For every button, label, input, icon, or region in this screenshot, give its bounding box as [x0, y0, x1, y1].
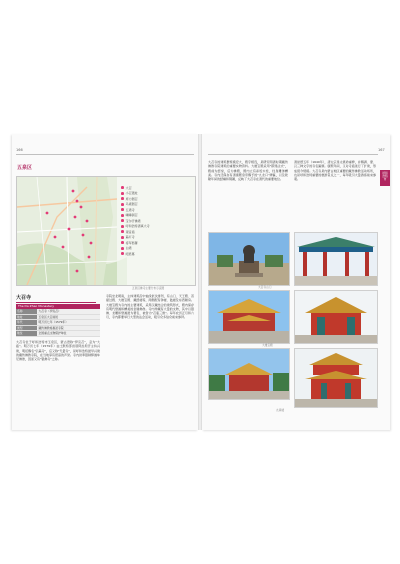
info-row: 类型 藏传佛教格鲁派寺院: [16, 326, 100, 332]
map-legend: [121, 185, 150, 257]
info-header: The Da Zhao Monastery: [16, 304, 100, 309]
map-caption: 五泉区佛寺主要分布示意图: [132, 286, 165, 290]
legend-item: 将军衙署: [121, 240, 150, 246]
header-rule: [208, 154, 378, 155]
marker-icon: [121, 247, 124, 250]
pavilion-photo-graphic: [295, 291, 377, 343]
legend-item: 观音庙: [121, 229, 150, 235]
page-title: 五泉区: [17, 165, 33, 171]
legend-item: 乌素图召: [121, 202, 150, 208]
photo-tower: [294, 348, 378, 408]
legend-item: 白塔: [121, 246, 150, 252]
info-row: 地址 玉泉区大召前街: [16, 315, 100, 321]
legend-item: 大召: [121, 185, 150, 191]
info-row: 年代 明万历七年（1579年）: [16, 320, 100, 326]
map-graphic: [17, 177, 195, 285]
marker-icon: [121, 219, 124, 222]
temple-photo-graphic: [209, 349, 289, 399]
marker-icon: [121, 186, 124, 189]
body-text-right: 寺院坐北朝南，主体建筑沿中轴线依次排列，有山门、天王殿、菩提过殿、大雄宝殿、藏经楼等，两侧配有钟楼、鼓楼及东西厢房。大雄宝殿为寺内的主要建筑，采用汉藏结合的建筑形式，殿内保存有明代壁画和精美的金属佛像。寺内珍藏有大量的文物，其中以银佛、龙雕和壁画最为著名，被誉为"召庙三绝"。每年农历正月和六月，寺内都要举行大型的法会活动，吸引众多信众前来参拜。: [106, 294, 194, 320]
info-row: 名称 大召寺（伊克召）: [16, 309, 100, 315]
right-page-number: 167: [378, 148, 385, 152]
body-text-b: 清崇德五年（1640年），清太宗皇太极命重修，并赐满、蒙、汉三种文字的寺名匾额。康熙年间，又对寺庙进行了扩建，形成现今规模。大召寺是内蒙古地区重要的藏传佛教活动场所，也是呼和浩特重要的旅游景点之一，每年吸引大量游客前来参观。: [294, 160, 376, 182]
body-text-a: 大召寺的建筑群规模宏大，殿宇相连，是研究明清时期藏传佛教寺院建筑的重要实物资料。大雄宝殿采用"都纲法式"，殿前为经堂，后为佛殿，殿内立有彩绘木柱，柱身雕饰精美。寺内还保存有清康熙皇帝赐予的"九龙口"牌匾，以及乾隆年间的经幢和铜狮，反映了大召寺在清代的重要地位。: [208, 160, 288, 182]
left-page: [12, 134, 198, 430]
legend-item: 呼和浩特清真大寺: [121, 224, 150, 230]
statue-photo-graphic: [209, 233, 289, 285]
right-page: [202, 134, 390, 430]
marker-icon: [121, 208, 124, 211]
legend-item: 慈灯寺: [121, 235, 150, 241]
marker-icon: [121, 230, 124, 233]
hall-photo-graphic: [209, 291, 289, 343]
left-page-number: 166: [16, 148, 23, 152]
marker-icon: [121, 192, 124, 195]
photo-temple: [208, 348, 290, 400]
photo-statue: [208, 232, 290, 286]
photo-caption: 大召寺山门: [258, 285, 272, 289]
marker-icon: [121, 241, 124, 244]
gate-photo-graphic: [295, 233, 377, 285]
legend-item: 昭君墓: [121, 251, 150, 257]
photo-caption: 大雄宝殿: [262, 343, 273, 347]
marker-icon: [121, 225, 124, 228]
legend-item: 席力图召: [121, 196, 150, 202]
marker-icon: [121, 203, 124, 206]
marker-icon: [121, 197, 124, 200]
photo-caption: 九间楼: [276, 408, 285, 412]
marker-icon: [121, 214, 124, 217]
legend-item: 小召遗址: [121, 191, 150, 197]
photo-pavilion: [294, 290, 378, 344]
info-box: [16, 304, 100, 337]
header-rule: [16, 154, 194, 155]
tower-photo-graphic: [295, 349, 377, 407]
side-tab: 呼和浩特市: [380, 170, 390, 186]
info-row: 地位 全国重点文物保护单位: [16, 331, 100, 337]
district-map: [16, 176, 196, 286]
marker-icon: [121, 236, 124, 239]
section-title: 大召寺: [16, 294, 96, 303]
legend-item: 喇嘛洞召: [121, 213, 150, 219]
book-spread: [12, 134, 390, 430]
photo-gate: [294, 232, 378, 286]
photo-hall: [208, 290, 290, 344]
body-text-left: 大召寺位于呼和浩特市玉泉区，蒙古语称"伊克召"，意为"大庙"。明万历七年（1579年）由土默特部首领阿拉坦汗主持兴建，明廷赐名"弘慈寺"，后又称"无量寺"，是呼和浩特最早兴建的藏传佛教寺院，在当地享有很高的声誉。寺内供奉银制释迦牟尼佛像，因而又有"银佛寺"之称。: [16, 340, 100, 362]
legend-item: 宝尔汗佛塔: [121, 218, 150, 224]
legend-item: 五塔寺: [121, 207, 150, 213]
marker-icon: [121, 252, 124, 255]
